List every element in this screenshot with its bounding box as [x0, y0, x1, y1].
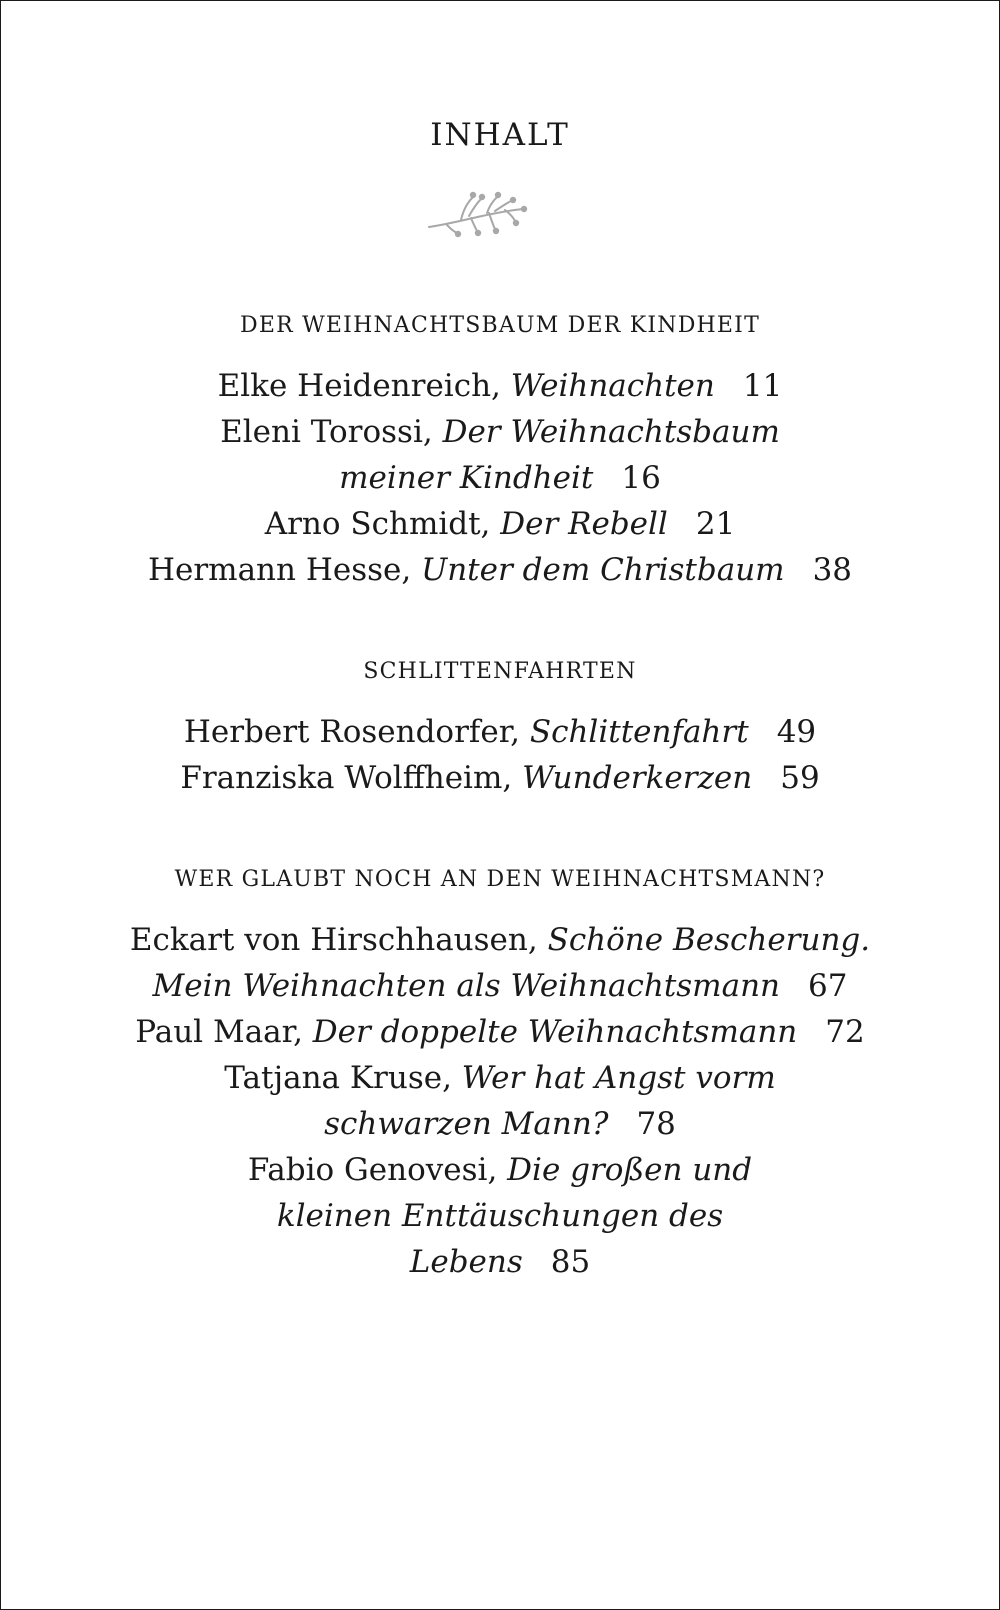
entry-page-number: 38 — [812, 552, 853, 588]
entry-author: Eckart von Hirschhausen, — [129, 922, 538, 958]
entry-title: Schöne Bescherung. Mein Weihnachten als Weihnachtsmann — [152, 922, 871, 1004]
entry-page-number: 11 — [742, 368, 783, 404]
entry-author: Franziska Wolffheim, — [180, 760, 513, 796]
entry-author: Herbert Rosendorfer, — [183, 714, 520, 750]
entry-page-number: 59 — [780, 760, 820, 796]
entry-page-number: 16 — [621, 460, 661, 496]
entry-author: Hermann Hesse, — [147, 552, 412, 588]
toc-section — [1, 311, 999, 593]
entry-title: Der doppelte Weihnachtsmann — [312, 1014, 798, 1050]
entry-title: Der Rebell — [500, 506, 668, 542]
entry-author: Paul Maar, — [135, 1014, 303, 1050]
toc-entry — [170, 409, 830, 501]
entry-page-number: 72 — [825, 1014, 865, 1050]
entry-page-number: 21 — [695, 506, 736, 542]
entry-title: Der Weihnachtsbaum meiner Kindheit — [339, 414, 780, 496]
entry-page-number: 85 — [550, 1244, 591, 1280]
entry-title: Schlittenfahrt — [529, 714, 749, 750]
toc-entry — [120, 917, 880, 1009]
toc-entry — [100, 755, 900, 801]
toc-entry — [100, 1009, 900, 1055]
toc-entry — [100, 501, 900, 547]
section-heading: DER WEIHNACHTSBAUM DER KINDHEIT — [240, 313, 760, 338]
sprig-icon — [427, 183, 539, 247]
toc-entry — [200, 1147, 800, 1285]
entry-title: Die großen und kleinen Enttäuschungen des Lebens — [276, 1152, 753, 1280]
entry-author: Eleni Torossi, — [220, 414, 433, 450]
entry-title: Unter dem Christbaum — [421, 552, 785, 588]
page-title: INHALT — [430, 117, 570, 153]
entry-page-number: 49 — [776, 714, 817, 750]
entry-author: Tatjana Kruse, — [224, 1060, 452, 1096]
section-heading: WER GLAUBT NOCH AN DEN WEIHNACHTSMANN? — [174, 867, 826, 892]
entry-author: Elke Heidenreich, — [217, 368, 501, 404]
toc-entry — [100, 547, 900, 593]
toc-entry — [100, 363, 900, 409]
entry-page-number: 67 — [808, 968, 848, 1004]
entry-title: Wunderkerzen — [522, 760, 753, 796]
entry-page-number: 78 — [636, 1106, 676, 1142]
toc-entry — [160, 1055, 840, 1147]
entry-title: Weihnachten — [510, 368, 715, 404]
toc-entry — [100, 709, 900, 755]
entry-author: Arno Schmidt, — [264, 506, 491, 542]
entry-title: Wer hat Angst vorm schwarzen Mann? — [324, 1060, 776, 1142]
toc-section — [1, 865, 999, 1285]
section-heading: SCHLITTENFAHRTEN — [363, 659, 637, 684]
toc-section — [1, 657, 999, 801]
entry-author: Fabio Genovesi, — [247, 1152, 498, 1188]
